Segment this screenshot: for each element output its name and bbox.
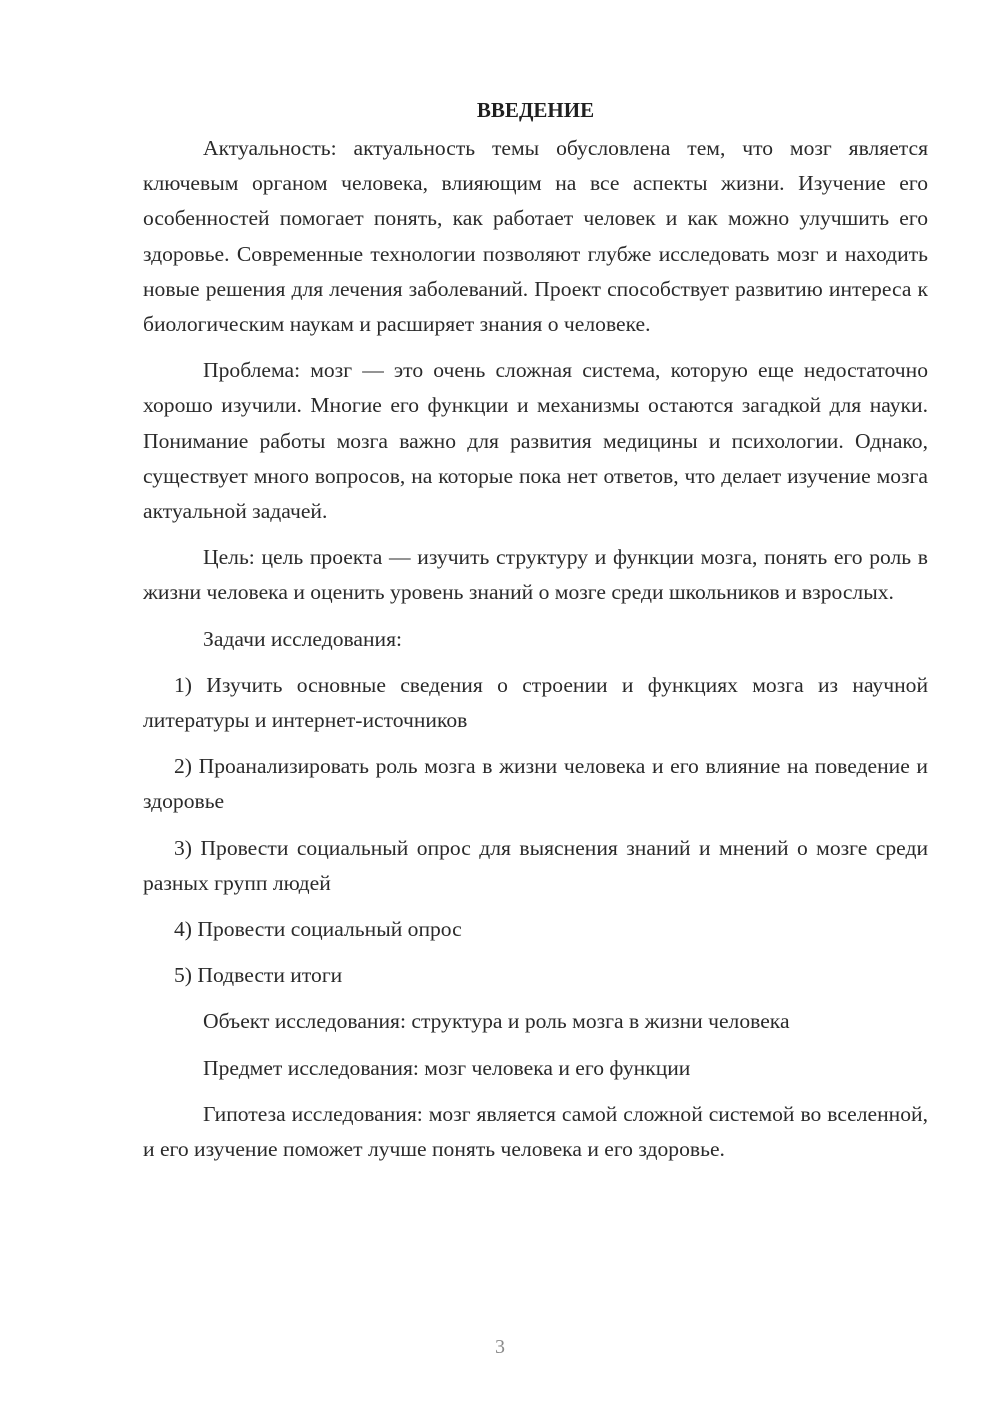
hypothesis-paragraph: Гипотеза исследования: мозг является самой сложной системой во вселенной, и его изучение поможет лучше понять человека и его здоровье.: [143, 1101, 928, 1162]
tasks-list: [143, 668, 928, 994]
page-title: ВВЕДЕНИЕ: [476, 98, 595, 122]
subject-paragraph: Предмет исследования: мозг человека и его функции: [203, 1055, 691, 1080]
relevance-paragraph: Актуальность: актуальность темы обусловлена тем, что мозг является ключевым органом человека, влияющим на все аспекты жизни. Изучение его особенностей помогает понять, как работает человек и как можно улучшить его здоровье. Современные технологии позволяют глубже исследовать мозг и находить новые решения для лечения заболеваний. Проект способствует развитию интереса к биологическим наукам и расширяет знания о человеке.: [143, 136, 928, 337]
list-item: 3) Провести социальный опрос для выяснения знаний и мнений о мозге среди разных групп людей: [143, 835, 928, 895]
list-item: 4) Провести социальный опрос: [174, 917, 462, 942]
list-item: 2) Проанализировать роль мозга в жизни человека и его влияние на поведение и здоровье: [143, 754, 928, 814]
object-paragraph: Объект исследования: структура и роль мозга в жизни человека: [203, 1009, 790, 1034]
document-page: [143, 96, 928, 1178]
goal-paragraph: Цель: цель проекта — изучить структуру и функции мозга, понять его роль в жизни человека и оценить уровень знаний о мозге среди школьников и взрослых.: [143, 545, 928, 605]
page-number: 3: [495, 1336, 505, 1358]
problem-paragraph: Проблема: мозг — это очень сложная система, которую еще недостаточно хорошо изучили. Многие его функции и механизмы остаются загадкой для науки. Понимание работы мозга важно для развития медицины и психологии. Однако, существует много вопросов, на которые пока нет ответов, что делает изучение мозга актуальной задачей.: [143, 358, 928, 524]
list-item: 1) Изучить основные сведения о строении и функциях мозга из научной литературы и интернет-источников: [143, 672, 928, 733]
tasks-title: Задачи исследования:: [203, 626, 403, 651]
list-item: 5) Подвести итоги: [174, 963, 343, 988]
